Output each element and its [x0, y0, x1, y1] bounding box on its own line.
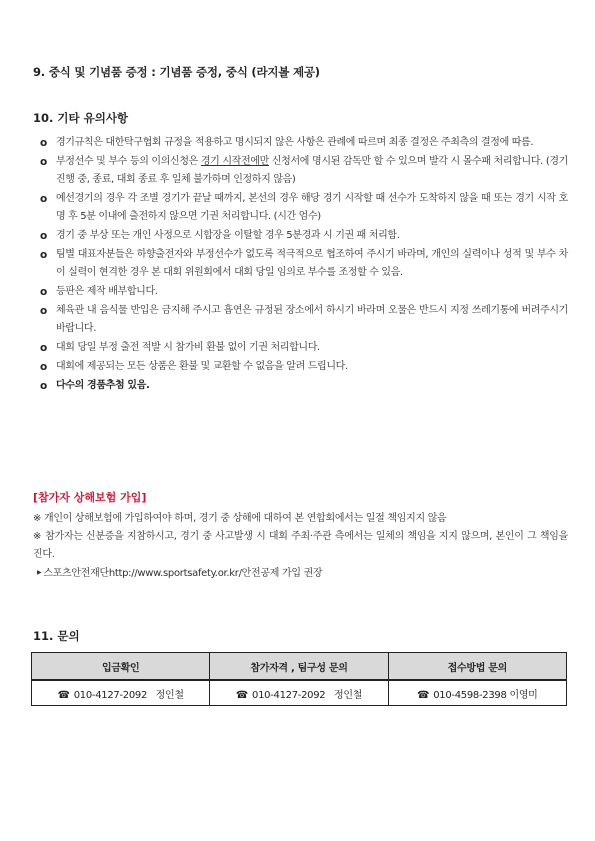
list-item: o 대회 당일 부정 출전 적발 시 참가비 환불 없이 기권 처리합니다.	[40, 339, 568, 357]
table-header-cell: 입금확인	[32, 653, 210, 681]
bullet-icon: o	[40, 380, 47, 392]
section11-heading: 11. 문의	[33, 629, 80, 643]
bullet-icon: o	[40, 286, 47, 298]
table-header-cell: 접수방법 문의	[388, 653, 566, 681]
list-item: o 등판은 제작 배부합니다.	[40, 283, 568, 301]
insurance-line: ※ 개인이 상해보험에 가입하여야 하며, 경기 중 상해에 대하여 본 연합회에서는 일절 책임지지 않음	[33, 513, 447, 524]
phone-icon: ☎	[417, 689, 430, 701]
list-item: o 대회에 제공되는 모든 상품은 환불 및 교환할 수 없음을 알려 드립니다.	[40, 358, 568, 376]
list-item: o 경기규칙은 대한탁구협회 규정을 적용하고 명시되지 않은 사항은 관례에 따르며 최종 결정은 주최측의 결정에 따름.	[40, 134, 568, 152]
table-header-cell: 참가자격 , 팀구성 문의	[210, 653, 388, 681]
insurance-heading: [참가자 상해보험 가입]	[33, 491, 147, 504]
bullet-icon: o	[40, 137, 47, 149]
contact-name: 정인철	[155, 689, 184, 701]
section10-heading: 10. 기타 유의사항	[33, 111, 129, 125]
table-cell	[32, 680, 210, 706]
table-cell	[210, 680, 388, 706]
notes-list	[40, 134, 568, 396]
bullet-icon: o	[40, 342, 47, 354]
list-item: o 팀별 대표자분들은 하향출전자와 부정선수가 없도록 적극적으로 협조하여 주시기 바라며, 개인의 실력이나 성적 및 부수 차이 실력이 현격한 경우 본 대회 위원회에서 대회 당일 임의로 부수를 조정할 수 있음.	[40, 246, 568, 282]
bullet-icon: o	[40, 193, 47, 205]
list-item: o 예선경기의 경우 각 조별 경기가 끝날 때까지, 본선의 경우 해당 경기 시작할 때 선수가 도착하지 않을 때 또는 경기 시작 호명 후 5분 이내에 출전하지 않으면 기권 처리합니다. (시간 엄수)	[40, 190, 568, 226]
list-item: o 다수의 경품추첨 있음.	[40, 377, 568, 395]
contact-name: 정인철	[334, 689, 363, 701]
phone-number: 010-4127-2092	[73, 689, 148, 701]
phone-number: 010-4598-2398	[433, 689, 507, 701]
safety-link[interactable]: 스포츠안전재단http://www.sportsafety.or.kr/안전공제 가입 권장	[43, 568, 323, 579]
list-item: o 경기 중 부상 또는 개인 사정으로 시합장을 이탈할 경우 5분경과 시 기권 패 처리함.	[40, 227, 568, 245]
contact-name: 이영미	[509, 689, 538, 701]
insurance-link-line	[33, 564, 568, 583]
bullet-icon: o	[40, 361, 47, 373]
triangle-right-icon: ▶	[37, 569, 42, 576]
bullet-icon: o	[40, 249, 47, 261]
phone-icon: ☎	[235, 689, 249, 701]
phone-icon: ☎	[57, 689, 70, 701]
bullet-icon: o	[40, 156, 47, 168]
section9-heading: 9. 중식 및 기념품 증정 : 기념품 증정, 중식 (라지볼 제공)	[33, 65, 320, 79]
insurance-notes	[33, 510, 568, 583]
table-cell	[388, 680, 566, 706]
insurance-line: ※ 참가자는 신분증을 지참하시고, 경기 중 사고발생 시 대회 주최·주관 측에서는 일체의 책임을 지지 않으며, 본인이 그 책임을 진다.	[33, 531, 568, 560]
list-item: o 부정선수 및 부수 등의 이의신청은 경기 시작전에만 신청서에 명시된 감독만 할 수 있으며 발각 시 몰수패 처리합니다. (경기 진행 중, 종료, 대회 종료 후 일체 불가하며 인정하지 않음)	[40, 153, 568, 189]
contact-table	[31, 652, 567, 706]
table-row	[32, 680, 567, 706]
phone-number: 010-4127-2092	[252, 689, 326, 701]
table-header-row	[32, 653, 567, 681]
list-item: o 체육관 내 음식물 반입은 금지해 주시고 흡연은 규정된 장소에서 하시기 바라며 오물은 반드시 지정 쓰레기통에 버려주시기 바랍니다.	[40, 302, 568, 338]
underlined-text: 경기 시작전에만	[200, 156, 269, 167]
bullet-icon: o	[40, 230, 47, 242]
bullet-icon: o	[40, 305, 47, 317]
